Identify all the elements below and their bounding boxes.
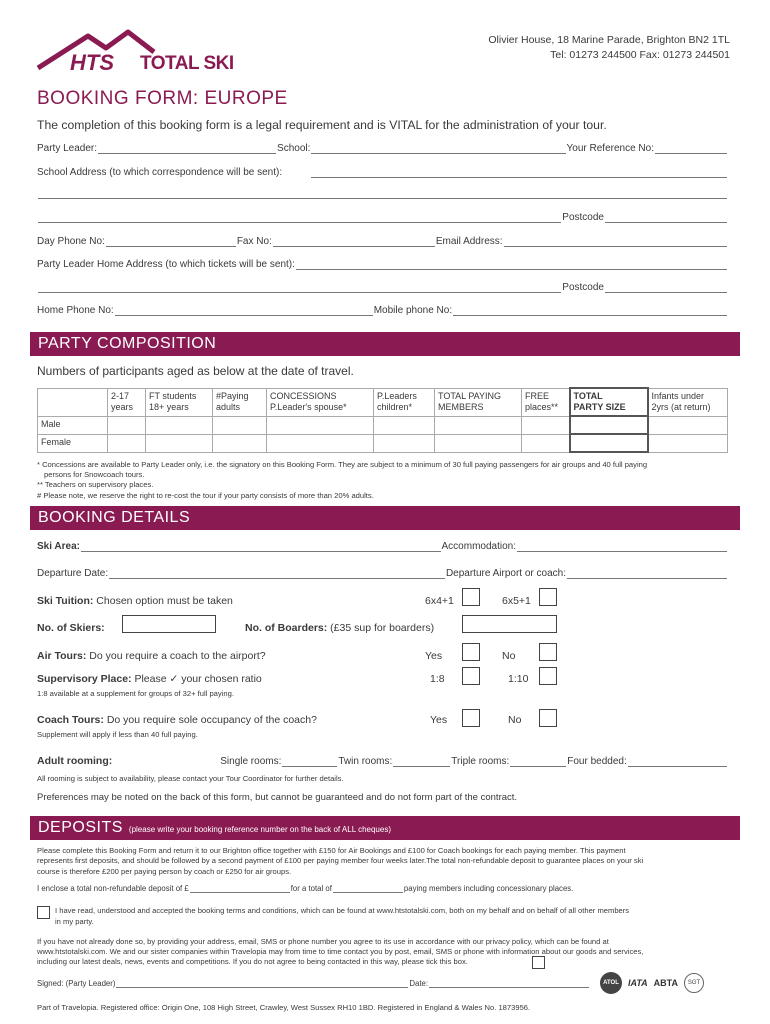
footnote-teachers: ** Teachers on supervisory places. <box>37 480 154 489</box>
col-label: CONCESSIONS <box>270 390 337 401</box>
option-6x4-label: 6x4+1 <box>425 595 454 607</box>
abta-logo: ABTA <box>653 978 678 988</box>
four-bedded-label: Four bedded: <box>567 756 627 767</box>
col-label: 18+ years <box>149 401 189 412</box>
single-rooms-label: Single rooms: <box>220 756 282 767</box>
home-address-field-1[interactable] <box>296 261 727 270</box>
date-field[interactable] <box>429 981 589 988</box>
coach-yes-label: Yes <box>430 714 448 726</box>
agree-checkbox[interactable] <box>37 906 50 919</box>
col-label: adults <box>216 401 241 412</box>
table-header-row <box>38 388 728 416</box>
cell-input[interactable] <box>108 434 146 452</box>
cell-input[interactable] <box>213 434 267 452</box>
party-heading-text: PARTY COMPOSITION <box>38 335 217 352</box>
departure-date-field[interactable] <box>109 570 445 579</box>
home-address-label: Party Leader Home Address (to which tickets will be sent): <box>37 259 295 270</box>
party-composition-heading <box>30 332 740 356</box>
air-no-checkbox[interactable] <box>539 643 557 661</box>
accreditation-logos <box>600 970 735 996</box>
school-field[interactable] <box>311 145 565 154</box>
privacy-text-3: including our latest deals, news, events and competitions. If you do not agree to being contacted in this way, please tick this box. <box>37 957 468 966</box>
signature-row <box>37 979 590 988</box>
phone-row <box>37 236 728 247</box>
company-logo <box>36 28 236 76</box>
address-line-1: Olivier House, 18 Marine Parade, Brighton BN2 1TL <box>488 34 730 46</box>
departure-airport-field[interactable] <box>567 570 727 579</box>
col-label: PARTY SIZE <box>573 402 626 412</box>
deposit-amount-field[interactable] <box>190 886 290 893</box>
ski-tuition-text <box>37 595 233 607</box>
cell-input[interactable] <box>146 434 213 452</box>
coach-tours-desc: Do you require sole occupancy of the coach? <box>103 714 317 726</box>
col-label: places** <box>525 401 559 412</box>
rooming-row <box>37 755 728 767</box>
departure-date-label: Departure Date: <box>37 568 109 579</box>
cell-input[interactable] <box>213 416 267 434</box>
deposits-heading <box>30 816 740 840</box>
option-6x5-checkbox[interactable] <box>539 588 557 606</box>
col-label: FT students <box>149 390 197 401</box>
col-paying-adults <box>213 388 267 416</box>
ratio-1-8-label: 1:8 <box>430 673 445 685</box>
postcode-row <box>37 212 728 223</box>
coach-tours-text <box>37 714 317 726</box>
sgt-logo: SGT <box>684 973 704 993</box>
coach-yes-checkbox[interactable] <box>462 709 480 727</box>
col-total-paying <box>435 388 522 416</box>
col-label: FREE <box>525 390 550 401</box>
postcode-field[interactable] <box>605 214 727 223</box>
fax-field[interactable] <box>273 238 435 247</box>
party-leader-field[interactable] <box>98 145 276 154</box>
registered-office-footer: Part of Travelopia. Registered office: Origin One, 108 High Street, Crawley, West Sussex RH10 1BD. Registered in England & Wales No. 1873956. <box>37 1003 531 1012</box>
mobile-label: Mobile phone No: <box>373 305 453 316</box>
air-yes-label: Yes <box>425 650 443 662</box>
col-total-party <box>570 388 648 416</box>
privacy-text-2: www.htstotalski.com. We and our sister companies within Travelopia may from time to time contact you by post, email, SMS or phone with information about our goods and services, <box>37 947 644 956</box>
deposit-para-3: course is therefore £200 per paying person by coach or £250 for air groups. <box>37 867 292 876</box>
skiers-label: No. of Skiers: <box>37 622 105 634</box>
day-phone-label: Day Phone No: <box>37 236 105 247</box>
boarders-label: No. of Boarders: <box>245 622 328 634</box>
table-corner <box>38 388 108 416</box>
table-row-female <box>38 434 728 452</box>
air-yes-checkbox[interactable] <box>462 643 480 661</box>
booking-details-heading <box>30 506 740 530</box>
party-leader-label: Party Leader: <box>37 143 98 154</box>
school-address-row <box>37 167 728 178</box>
adult-rooming-label: Adult rooming: <box>37 755 113 767</box>
supervisory-text <box>37 673 262 685</box>
booking-heading-text: BOOKING DETAILS <box>38 509 191 526</box>
col-label: MEMBERS <box>438 401 484 412</box>
col-label: TOTAL PAYING <box>438 390 502 401</box>
atol-logo: ATOL <box>600 972 622 994</box>
cell-input[interactable] <box>570 434 648 452</box>
departure-airport-label: Departure Airport or coach: <box>445 568 566 579</box>
logo-total-ski: TOTAL SKI <box>140 53 234 74</box>
boarders-text <box>245 622 434 634</box>
col-label: years <box>111 401 134 412</box>
reference-field[interactable] <box>655 145 727 154</box>
home-address-field-2[interactable] <box>38 284 561 293</box>
school-address-field-3[interactable] <box>38 214 561 223</box>
coach-tours-label: Coach Tours: <box>37 714 104 726</box>
single-rooms-field[interactable] <box>282 758 337 767</box>
email-field[interactable] <box>504 238 727 247</box>
signed-label: Signed: (Party Leader) <box>37 979 116 988</box>
date-label: Date: <box>409 979 428 988</box>
home-phone-field[interactable] <box>115 307 373 316</box>
col-label: P.Leader's spouse* <box>270 401 347 412</box>
enclose-label: I enclose a total non-refundable deposit of £ <box>37 884 189 893</box>
preferences-note: Preferences may be noted on the back of this form, but cannot be guaranteed and do not form part of the contract. <box>37 792 518 803</box>
school-label: School: <box>277 143 311 154</box>
table-row-male <box>38 416 728 434</box>
col-label: 2-17 <box>111 390 130 401</box>
cell-input[interactable] <box>570 416 648 434</box>
school-address-field-1[interactable] <box>311 169 727 178</box>
iata-logo: IATA <box>628 978 648 988</box>
home-phone-row <box>37 305 728 316</box>
rooming-note: All rooming is subject to availability, please contact your Tour Coordinator for further details. <box>37 774 344 783</box>
triple-rooms-label: Triple rooms: <box>451 756 510 767</box>
row-label-female: Female <box>38 434 108 452</box>
col-label: Infants under <box>651 390 705 401</box>
ratio-1-8-checkbox[interactable] <box>462 667 480 685</box>
cell-input[interactable] <box>648 434 728 452</box>
twin-rooms-label: Twin rooms: <box>338 756 393 767</box>
col-label: P.Leaders <box>377 390 417 401</box>
coach-no-label: No <box>508 714 522 726</box>
cell-input[interactable] <box>648 416 728 434</box>
ski-area-row <box>37 541 728 552</box>
party-subheading: Numbers of participants aged as below at the date of travel. <box>37 364 354 378</box>
accommodation-field[interactable] <box>517 543 727 552</box>
for-total-label: for a total of <box>290 884 332 893</box>
cell-input[interactable] <box>435 416 522 434</box>
triple-rooms-field[interactable] <box>510 758 566 767</box>
footnote-adults: # Please note, we reserve the right to re-cost the tour if your party consists of more than 20% adults. <box>37 491 374 500</box>
mobile-field[interactable] <box>453 307 727 316</box>
col-infants <box>648 388 728 416</box>
email-label: Email Address: <box>435 236 503 247</box>
deposit-para-1: Please complete this Booking Form and return it to our Brighton office together with £150 for Air Bookings and £100 for Coach bookings for each paying member. This payment <box>37 846 626 855</box>
col-label: TOTAL <box>573 391 603 401</box>
cell-input[interactable] <box>522 434 570 452</box>
cell-input[interactable] <box>374 416 435 434</box>
col-label: #Paying <box>216 390 249 401</box>
coach-note: Supplement will apply if less than 40 full paying. <box>37 730 198 739</box>
ski-area-label: Ski Area: <box>37 541 80 552</box>
postcode-label: Postcode <box>562 212 604 223</box>
leader-row <box>37 143 728 154</box>
intro-text: The completion of this booking form is a legal requirement and is VITAL for the administration of your tour. <box>37 118 607 132</box>
total-members-field[interactable] <box>333 886 403 893</box>
ratio-1-10-label: 1:10 <box>508 673 529 685</box>
col-leaders-children <box>374 388 435 416</box>
agree-text-2: in my party. <box>55 917 94 926</box>
fax-label: Fax No: <box>236 236 272 247</box>
air-tours-desc: Do you require a coach to the airport? <box>86 650 266 662</box>
address-line-2: Tel: 01273 244500 Fax: 01273 244501 <box>550 49 730 61</box>
home-postcode-label: Postcode <box>562 282 604 293</box>
day-phone-field[interactable] <box>106 238 236 247</box>
twin-rooms-field[interactable] <box>393 758 450 767</box>
page-title: BOOKING FORM: EUROPE <box>37 88 288 109</box>
ski-tuition-label: Ski Tuition: <box>37 595 94 607</box>
school-address-field-2[interactable] <box>38 190 727 199</box>
col-free-places <box>522 388 570 416</box>
ski-tuition-desc: Chosen option must be taken <box>93 595 233 607</box>
deposits-heading-note: (please write your booking reference number on the back of ALL cheques) <box>128 825 391 834</box>
cell-input[interactable] <box>267 416 374 434</box>
home-postcode-field[interactable] <box>605 284 727 293</box>
home-postcode-row <box>37 282 728 293</box>
coach-no-checkbox[interactable] <box>539 709 557 727</box>
air-tours-label: Air Tours: <box>37 650 87 662</box>
footnote-concessions-2: persons for Snowcoach tours. <box>44 470 145 479</box>
ratio-note: 1:8 available at a supplement for groups of 32+ full paying. <box>37 689 234 698</box>
col-concessions <box>267 388 374 416</box>
option-6x5-label: 6x5+1 <box>502 595 531 607</box>
row-label-male: Male <box>38 416 108 434</box>
accommodation-label: Accommodation: <box>441 541 516 552</box>
home-phone-label: Home Phone No: <box>37 305 114 316</box>
air-no-label: No <box>502 650 516 662</box>
deposits-heading-text: DEPOSITS <box>38 819 123 836</box>
school-address-label: School Address (to which correspondence will be sent): <box>37 167 283 178</box>
cell-input[interactable] <box>267 434 374 452</box>
supervisory-desc: Please ✓ your chosen ratio <box>131 673 262 685</box>
col-label: 2yrs (at return) <box>651 401 711 412</box>
departure-row <box>37 568 728 579</box>
cell-input[interactable] <box>146 416 213 434</box>
supervisory-label: Supervisory Place: <box>37 673 132 685</box>
air-tours-text <box>37 650 266 662</box>
col-label: children* <box>377 401 413 412</box>
privacy-text-1: If you have not already done so, by providing your address, email, SMS or phone number you agree to its use in accordance with our privacy policy, which can be found at <box>37 937 609 946</box>
opt-out-checkbox[interactable] <box>532 956 545 969</box>
reference-label: Your Reference No: <box>566 143 654 154</box>
ratio-1-10-checkbox[interactable] <box>539 667 557 685</box>
deposit-para-2: represents first deposits, and should be followed by a second payment of £100 per paying member four weeks later.The total non-refundable deposit to guarantee places on your ski <box>37 856 644 865</box>
party-table <box>37 387 728 453</box>
agree-text-1: I have read, understood and accepted the booking terms and conditions, which can be found at www.htstotalski.com, both on my behalf and on behalf of all other members <box>55 906 630 915</box>
col-ft-students <box>146 388 213 416</box>
ski-area-field[interactable] <box>81 543 441 552</box>
skiers-input[interactable] <box>122 615 216 633</box>
enclose-row <box>37 884 620 893</box>
home-address-row <box>37 259 728 270</box>
cell-input[interactable] <box>108 416 146 434</box>
cell-input[interactable] <box>374 434 435 452</box>
signature-field[interactable] <box>116 981 408 988</box>
paying-members-label: paying members including concessionary places. <box>403 884 574 893</box>
col-2-17 <box>108 388 146 416</box>
logo-hts: HTS <box>70 50 114 75</box>
footnote-concessions: * Concessions are available to Party Leader only, i.e. the signatory on this Booking Form. They are subject to a minimum of 30 full paying passengers for air groups and 40 full paying <box>37 460 648 469</box>
boarders-desc: (£35 sup for boarders) <box>327 622 435 634</box>
cell-input[interactable] <box>522 416 570 434</box>
boarders-input[interactable] <box>462 615 557 633</box>
option-6x4-checkbox[interactable] <box>462 588 480 606</box>
cell-input[interactable] <box>435 434 522 452</box>
school-address-row-2 <box>37 190 728 199</box>
four-bedded-field[interactable] <box>628 758 727 767</box>
